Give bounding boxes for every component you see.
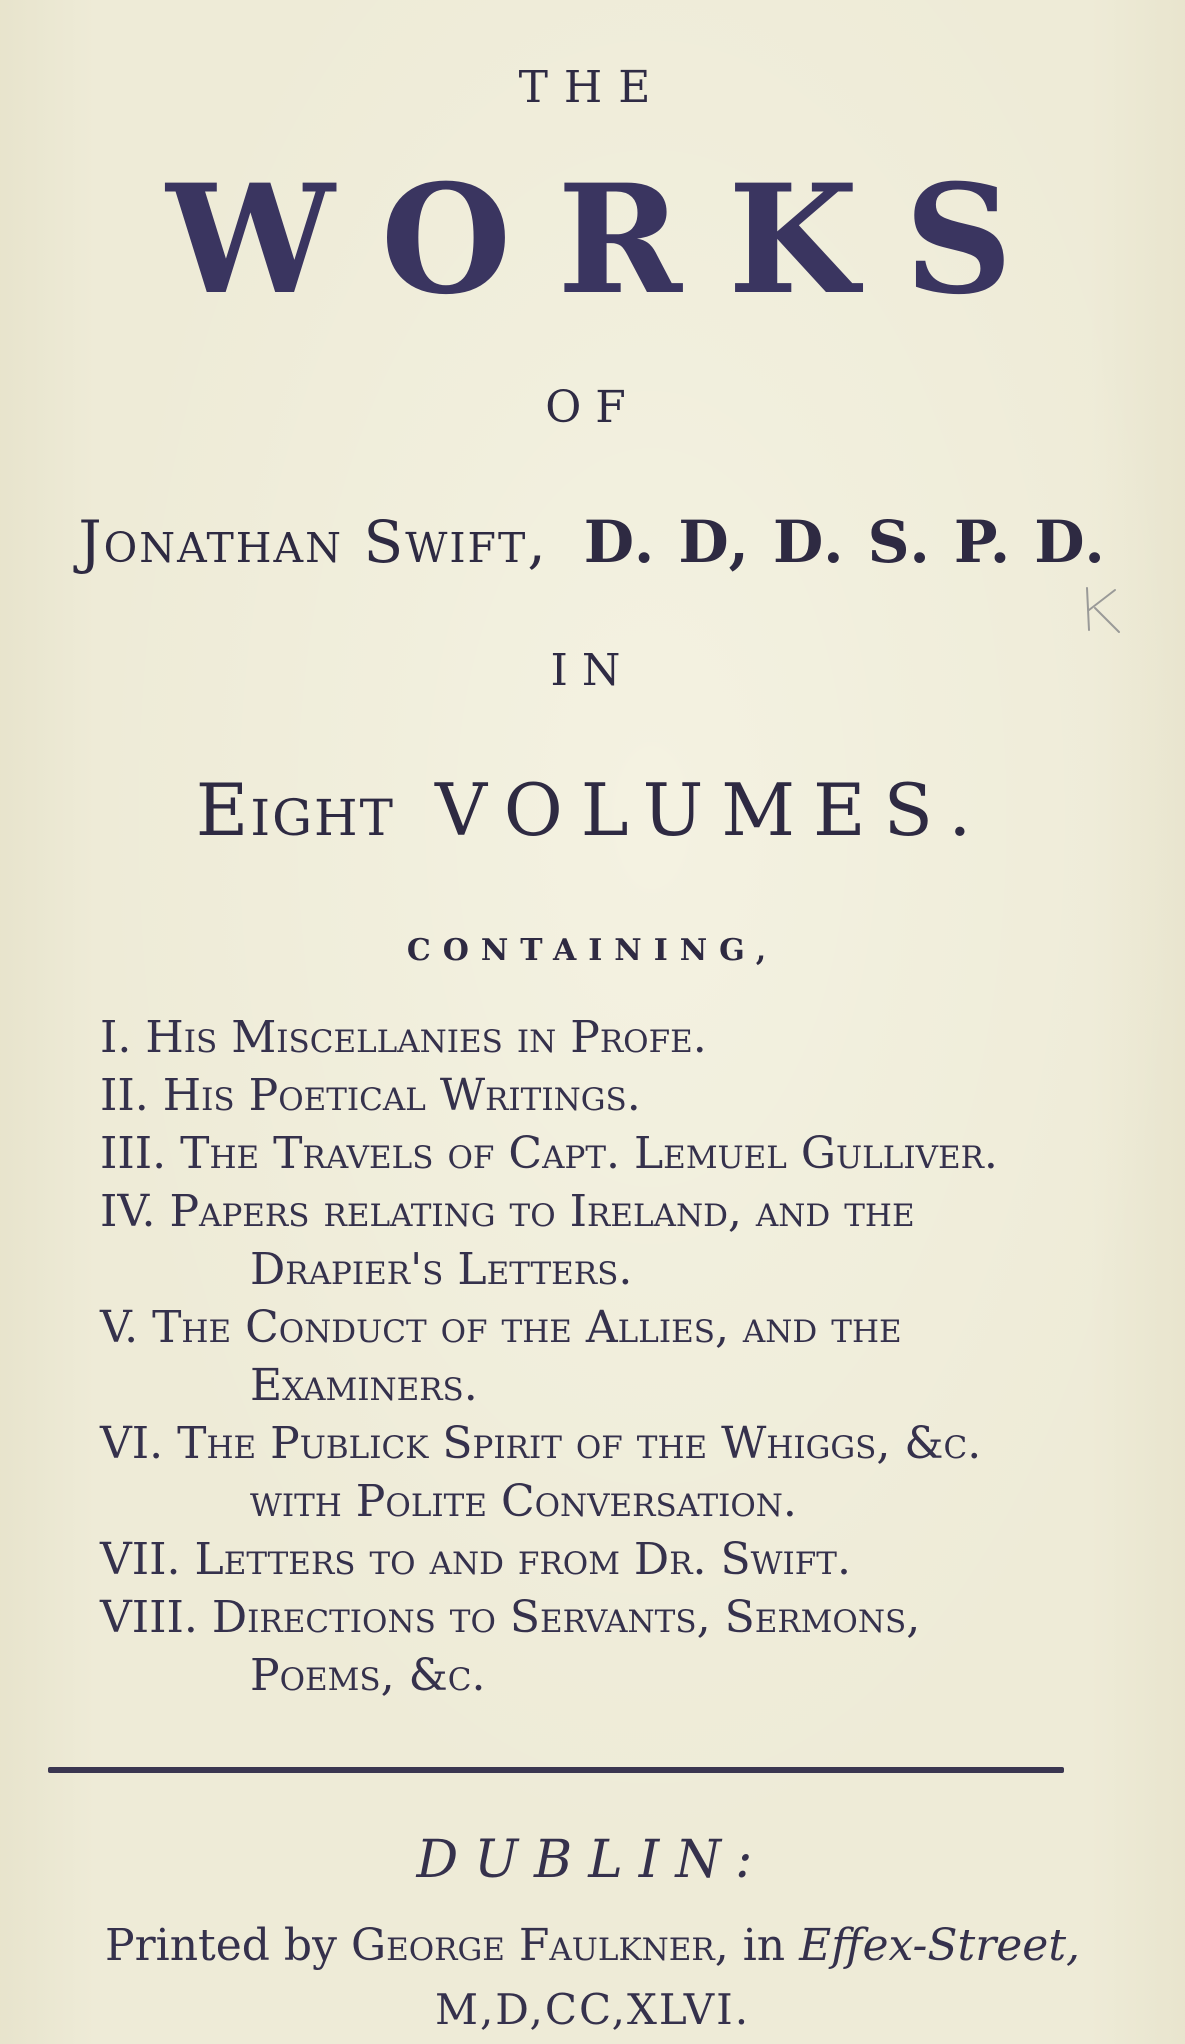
containing-heading: CONTAINING, — [406, 933, 779, 968]
contents-item-4 — [100, 1186, 1080, 1244]
title-the: THE — [518, 62, 667, 113]
title-in: IN — [550, 645, 635, 696]
contents-item-5 — [100, 1302, 1080, 1360]
item-text: The Conduct of the Allies, and the — [152, 1302, 902, 1353]
item-number: VIII. — [100, 1592, 198, 1643]
item-text: His Poetical Writings. — [162, 1070, 641, 1121]
eight-word: Eight — [195, 768, 395, 852]
item-text: Papers relating to Ireland, and the — [169, 1186, 915, 1237]
item-continuation: with Polite Conversation. — [250, 1476, 797, 1527]
volumes-word: VOLUMES. — [434, 768, 990, 852]
author-name: Jonathan Swift, — [78, 508, 548, 576]
item-continuation: Examiners. — [250, 1360, 478, 1411]
item-number: VI. — [100, 1418, 164, 1469]
item-number: IV. — [100, 1186, 156, 1237]
item-text: His Miscellanies in Profe. — [145, 1012, 707, 1063]
contents-item-5-continuation — [100, 1360, 1080, 1418]
item-continuation: Poems, &c. — [250, 1650, 486, 1701]
printed-by: Printed by — [104, 1920, 337, 1971]
item-number: III. — [100, 1128, 167, 1179]
volumes-line — [0, 768, 1185, 852]
contents-list — [100, 1012, 1080, 1708]
item-text: Directions to Servants, Sermons, — [211, 1592, 921, 1643]
title-works: WORKS — [166, 152, 1059, 328]
item-continuation: Drapier's Letters. — [250, 1244, 633, 1295]
item-number: I. — [100, 1012, 132, 1063]
contents-item-7 — [100, 1534, 1080, 1592]
item-text: The Travels of Capt. Lemuel Gulliver. — [180, 1128, 998, 1179]
contents-item-2 — [100, 1070, 1080, 1128]
item-number: VII. — [100, 1534, 181, 1585]
pencil-mark-icon — [1075, 580, 1135, 640]
printer-name: George Faulkner, — [350, 1920, 729, 1971]
contents-item-6-continuation — [100, 1476, 1080, 1534]
contents-item-6 — [100, 1418, 1080, 1476]
item-number: II. — [100, 1070, 149, 1121]
divider-rule — [48, 1767, 1064, 1773]
author-degrees: D. D, D. S. P. D. — [583, 508, 1107, 576]
imprint-date: M,D,CC,XLVI. — [434, 1985, 751, 2034]
item-text: The Publick Spirit of the Whiggs, &c. — [177, 1418, 982, 1469]
imprint-line — [0, 1920, 1185, 1971]
item-text: Letters to and from Dr. Swift. — [194, 1534, 851, 1585]
street-name: Effex-Street, — [799, 1920, 1080, 1971]
author-line — [0, 508, 1185, 576]
item-number: V. — [100, 1302, 139, 1353]
contents-item-4-continuation — [100, 1244, 1080, 1302]
imprint-city: DUBLIN: — [416, 1830, 769, 1890]
printed-in: in — [742, 1920, 786, 1971]
title-of: OF — [545, 382, 640, 433]
contents-item-8 — [100, 1592, 1080, 1650]
contents-item-3 — [100, 1128, 1080, 1186]
contents-item-8-continuation — [100, 1650, 1080, 1708]
contents-item-1 — [100, 1012, 1080, 1070]
